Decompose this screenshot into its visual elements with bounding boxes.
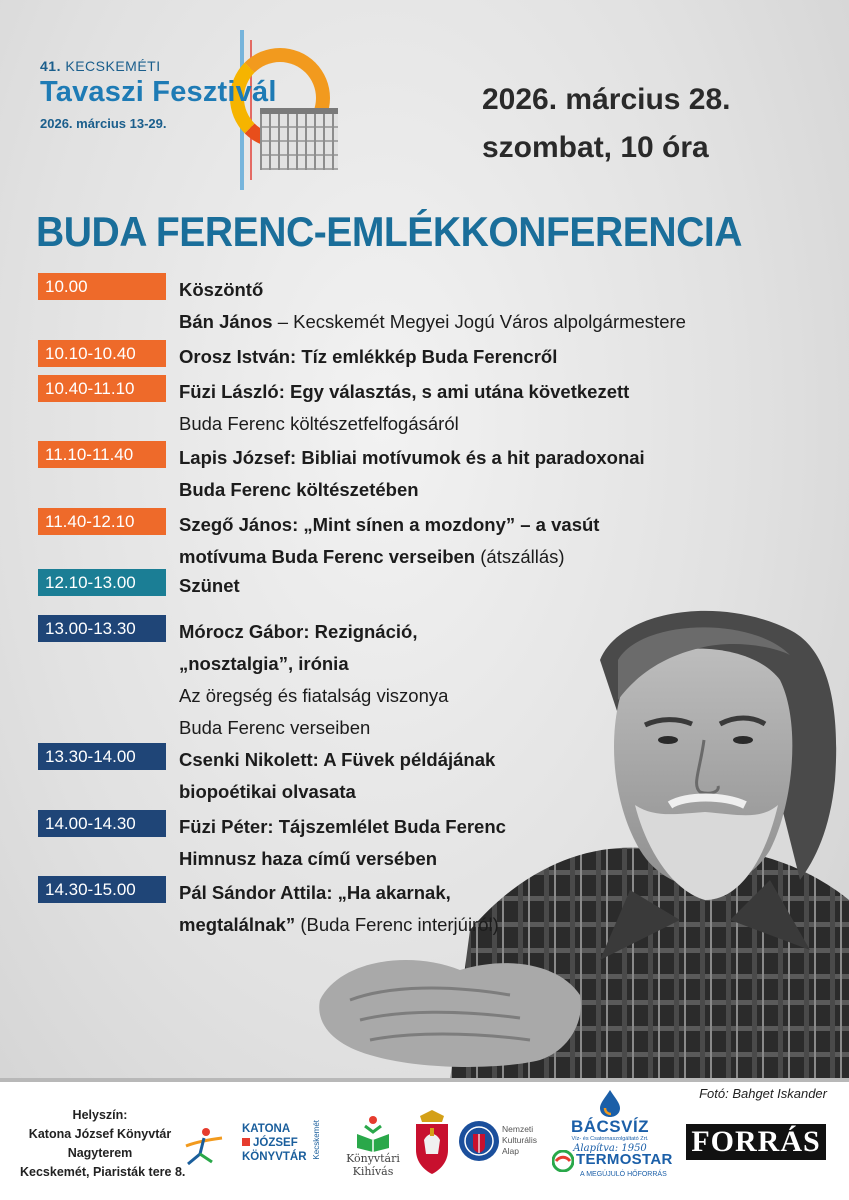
time-badge: 10.40-11.10 (38, 375, 166, 402)
konyvtari-kihivas-logo (338, 1112, 408, 1178)
nka-l3: Alap (502, 1146, 520, 1156)
program-text: (átszállás) (475, 546, 565, 567)
termostar-sub: A MEGÚJULÓ HŐFORRÁS (580, 1171, 667, 1178)
portrait-photo (300, 600, 849, 1080)
footer (0, 1078, 849, 1200)
program-entry-text (179, 274, 739, 338)
time-badge: 10.00 (38, 273, 166, 300)
program-text-bold: motívuma Buda Ferenc verseiben (179, 546, 476, 567)
time-badge: 13.30-14.00 (38, 743, 166, 770)
festival-name: Tavaszi Fesztivál (40, 76, 277, 108)
venue-label: Helyszín: (72, 1108, 128, 1122)
nka-logo (458, 1118, 558, 1168)
festival-dates: 2026. március 13-29. (40, 116, 167, 131)
time-badge: 14.00-14.30 (38, 810, 166, 837)
time-badge: 12.10-13.00 (38, 569, 166, 596)
program-line (179, 376, 739, 408)
venue-line-1: Katona József Könyvtár (28, 1127, 172, 1141)
nka-l2: Kulturális (502, 1135, 537, 1145)
event-date (482, 76, 731, 172)
program-text-bold: megtalálnak” (179, 914, 296, 935)
katona-logo-l3: KÖNYVTÁR (242, 1151, 307, 1163)
program-line (179, 274, 739, 306)
program-text-bold: „nosztalgia”, irónia (179, 653, 349, 674)
festival-logo (40, 30, 350, 190)
bacsviz-sub: Víz- és Csatornaszolgáltató Zrt. (571, 1136, 649, 1142)
program-entry-text (179, 509, 739, 573)
venue-info (20, 1106, 186, 1182)
red-square-icon (242, 1138, 250, 1146)
program-line (179, 570, 739, 602)
program-text-bold: Pál Sándor Attila: „Ha akarnak, (179, 882, 451, 903)
program-line (179, 408, 739, 440)
program-text-bold: Szünet (179, 575, 240, 596)
water-drop-icon (595, 1088, 625, 1118)
termostar-logo (552, 1148, 682, 1188)
katona-logo-side: Kecskemét (312, 1120, 321, 1160)
program-text-bold: Szegő János: „Mint sínen a mozdony” – a vasút (179, 514, 600, 535)
program-text-bold: Köszöntő (179, 279, 264, 300)
program-text-bold: Lapis József: Bibliai motívumok és a hit paradoxonai (179, 447, 645, 468)
time-badge: 10.10-10.40 (38, 340, 166, 367)
event-date-day: 2026. március 28. (482, 83, 731, 116)
page-title: BUDA FERENC-EMLÉKKONFERENCIA (36, 208, 742, 255)
bacsviz-name: BÁCSVÍZ (570, 1117, 650, 1136)
time-badge: 11.40-12.10 (38, 508, 166, 535)
program-text-bold: Füzi László: Egy választás, s ami utána következett (179, 381, 630, 402)
festival-edition: 41. KECSKEMÉTI (40, 58, 161, 74)
program-line (179, 509, 739, 541)
katona-library-logo (182, 1120, 332, 1176)
program-line (179, 474, 739, 506)
coat-of-arms-icon (410, 1110, 454, 1174)
photo-credit: Fotó: Bahget Iskander (699, 1086, 827, 1101)
program-text: Buda Ferenc költészetfelfogásáról (179, 413, 459, 434)
logo-building-illustration (260, 108, 338, 170)
program-text: Az öregség és fiatalság viszonya (179, 685, 449, 706)
venue-line-2: Nagyterem (67, 1146, 133, 1160)
kihivas-l2: Kihívás (352, 1165, 394, 1178)
katona-logo-text (242, 1122, 307, 1164)
program-text-bold: Füzi Péter: Tájszemlélet Buda Ferenc (179, 816, 506, 837)
program-text: – Kecskemét Megyei Jogú Város alpolgármestere (272, 311, 686, 332)
time-badge: 13.00-13.30 (38, 615, 166, 642)
program-entry-text (179, 570, 739, 602)
program-text-bold: Buda Ferenc költészetében (179, 479, 419, 500)
program-entry-text (179, 376, 739, 440)
katona-logo-l1: KATONA (242, 1123, 291, 1135)
program-entry-text (179, 442, 739, 506)
running-figure-icon (182, 1124, 226, 1168)
program-line (179, 341, 739, 373)
program-line (179, 306, 739, 338)
program-entry-text (179, 341, 739, 373)
portrait-illustration (300, 600, 849, 1080)
program-text-bold: Himnusz haza című versében (179, 848, 438, 869)
termostar-emblem-icon (552, 1150, 574, 1172)
program-text-bold: Bán János (179, 311, 273, 332)
program-line (179, 442, 739, 474)
book-figure-icon (353, 1112, 393, 1152)
time-badge: 14.30-15.00 (38, 876, 166, 903)
event-date-time: szombat, 10 óra (482, 131, 709, 164)
program-text-bold: Orosz István: Tíz emlékkép Buda Ferencről (179, 346, 558, 367)
bacsviz-logo (560, 1088, 660, 1155)
venue-line-3: Kecskemét, Piaristák tere 8. (20, 1165, 186, 1179)
time-badge: 11.10-11.40 (38, 441, 166, 468)
nka-l1: Nemzeti (502, 1124, 534, 1134)
nka-emblem-icon (458, 1120, 500, 1162)
kihivas-l1: Könyvtári (346, 1152, 400, 1165)
program-text: Buda Ferenc verseiben (179, 717, 371, 738)
katona-logo-l2: JÓZSEF (242, 1136, 307, 1150)
program-line (179, 541, 739, 573)
forras-logo: FORRÁS (686, 1124, 826, 1160)
nka-logo-text (502, 1124, 537, 1157)
bacsviz-year: Alapítva: 1950 (573, 1143, 647, 1154)
program-text-bold: Csenki Nikolett: A Füvek példájának (179, 749, 496, 770)
termostar-name: TERMOSTAR (576, 1151, 673, 1168)
program-text: (Buda Ferenc interjúiról) (295, 914, 499, 935)
program-text-bold: Mórocz Gábor: Rezignáció, (179, 621, 418, 642)
program-text-bold: biopoétikai olvasata (179, 781, 356, 802)
